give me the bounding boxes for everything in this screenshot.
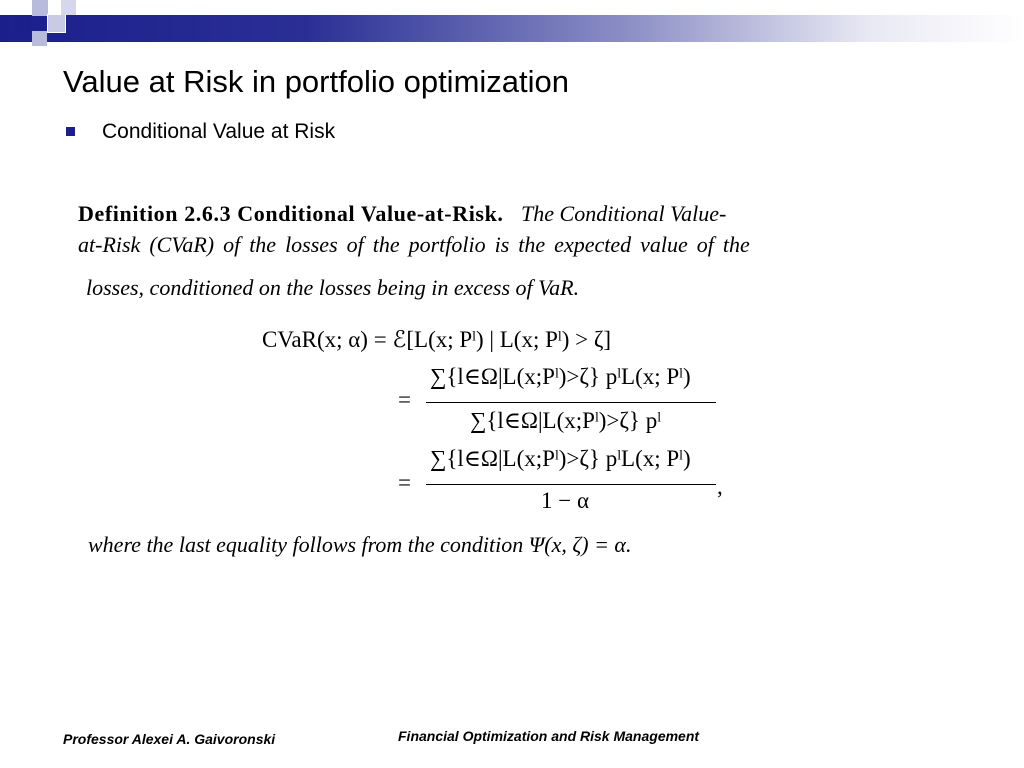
fraction-bar xyxy=(426,402,716,403)
definition-line-3 xyxy=(86,275,579,301)
equation-equals-sign: = xyxy=(398,470,411,495)
bullet-square-icon xyxy=(66,127,75,136)
definition-line-2 xyxy=(78,232,750,258)
equation-numerator: ∑{l∈Ω|L(x;Pˡ)>ζ} pˡL(x; Pˡ) xyxy=(430,446,691,471)
fraction-bar xyxy=(426,484,716,485)
header-square-light xyxy=(61,0,76,15)
definition-line-1 xyxy=(78,201,726,227)
equation-numerator: ∑{l∈Ω|L(x;Pˡ)>ζ} pˡL(x; Pˡ) xyxy=(430,364,691,389)
header-square-dark xyxy=(14,15,31,32)
header-square-light xyxy=(32,31,47,46)
header-square-light xyxy=(47,14,66,33)
equation-equals-sign: = xyxy=(398,387,411,412)
footer-author: Professor Alexei A. Gaivoronski xyxy=(63,731,276,747)
cvar-equation-lhs: CVaR(x; α) = ℰ[L(x; Pˡ) | L(x; Pˡ) > ζ] xyxy=(262,327,612,352)
definition-heading: Definition 2.6.3 Conditional Value-at-Risk. xyxy=(78,201,504,226)
conclusion-text: where the last equality follows from the condition Ψ(x, ζ) = α. xyxy=(88,532,632,557)
footer-course-title: Financial Optimization and Risk Management xyxy=(398,728,700,744)
page-title: Value at Risk in portfolio optimization xyxy=(63,64,570,99)
definition-line1-text: The Conditional Value- xyxy=(521,201,727,226)
equation-comma: , xyxy=(717,474,723,499)
definition-line3-text: losses, conditioned on the losses being in excess of VaR. xyxy=(86,275,580,300)
header-gradient-bar xyxy=(0,15,1024,42)
equation-denominator: 1 − α xyxy=(541,488,590,513)
bullet-text: Conditional Value at Risk xyxy=(102,120,336,143)
equation-denominator: ∑{l∈Ω|L(x;Pˡ)>ζ} pˡ xyxy=(470,408,662,433)
definition-line2-text: at-Risk (CVaR) of the losses of the portfolio is the expected value of the xyxy=(78,232,750,257)
definition-conclusion xyxy=(88,532,631,558)
header-square-light xyxy=(32,0,48,16)
